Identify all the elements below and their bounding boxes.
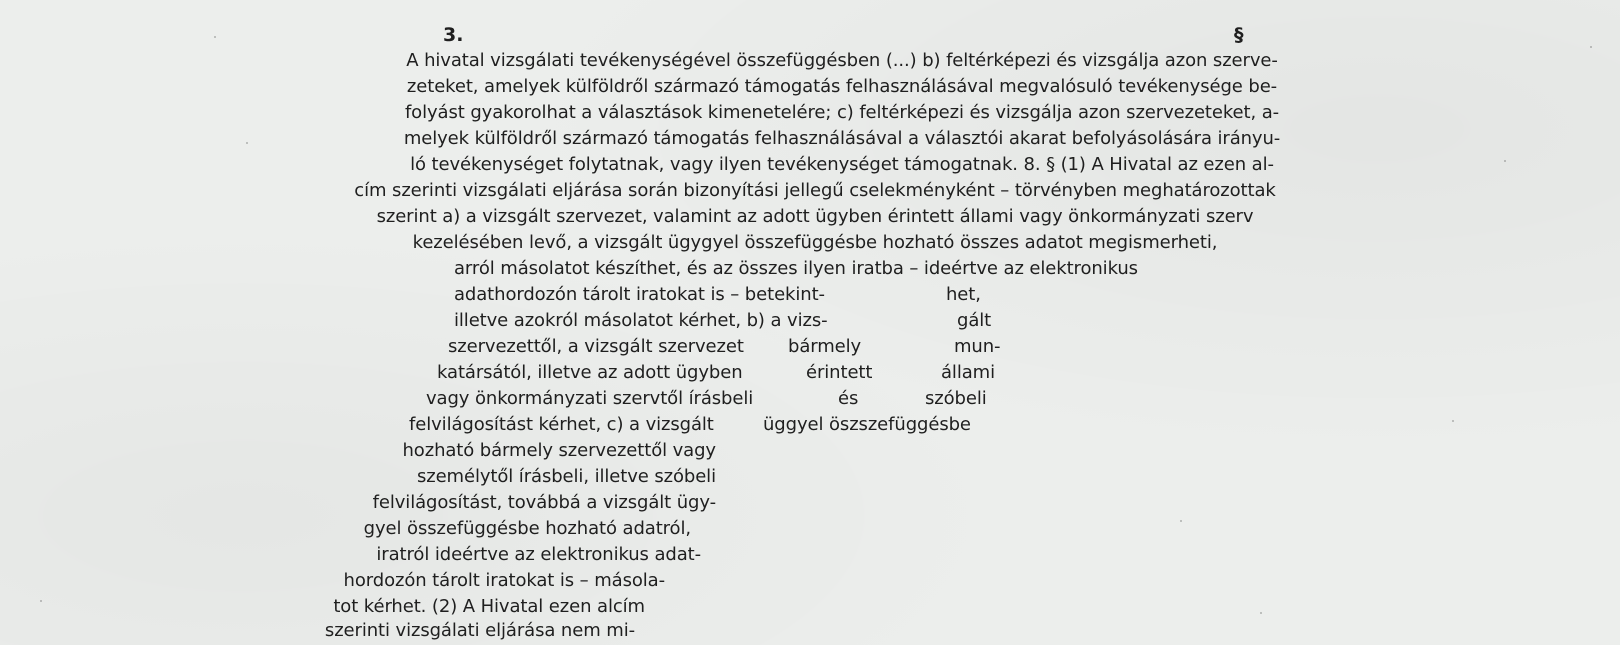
tail-line: gyel összefüggésbe hozható adatról, bbox=[363, 518, 691, 539]
body-line: kezelésében levő, a vizsgált ügygyel összefüggésbe hozható összes adatot megismerheti, bbox=[412, 232, 1218, 253]
section-sign: § bbox=[1234, 24, 1244, 46]
paper-speck bbox=[1504, 160, 1506, 162]
tail-line: felvilágosítást, továbbá a vizsgált ügy- bbox=[372, 492, 716, 513]
paper-speck bbox=[1260, 612, 1262, 614]
split-line-mid: bármely bbox=[788, 336, 862, 357]
split-line-left: szervezettől, a vizsgált szervezet bbox=[448, 336, 744, 357]
split-line-mid: érintett bbox=[806, 362, 873, 383]
body-line: A hivatal vizsgálati tevékenységével összefüggésben (...) b) feltérképezi és vizsgálja azon szerve- bbox=[406, 50, 1278, 71]
tail-line: személytől írásbeli, illetve szóbeli bbox=[416, 466, 716, 487]
tail-line: szerinti vizsgálati eljárása nem mi- bbox=[324, 620, 635, 641]
paper-speck bbox=[40, 600, 42, 602]
body-line: arról másolatot készíthet, és az összes ilyen iratba – ideértve az elektronikus bbox=[454, 258, 1138, 279]
split-line-left: katársától, illetve az adott ügyben bbox=[437, 362, 743, 383]
split-line-right: het, bbox=[946, 284, 981, 305]
paper-speck bbox=[1452, 420, 1454, 422]
split-line-mid: és bbox=[838, 388, 859, 409]
split-line-right: állami bbox=[941, 362, 995, 383]
tail-line: iratról ideértve az elektronikus adat- bbox=[376, 544, 701, 565]
split-line-right: mun- bbox=[954, 336, 1001, 357]
body-line: zeteket, amelyek külföldről származó támogatás felhasználásával megvalósuló tevékenysége be- bbox=[406, 76, 1278, 97]
split-line-right: gált bbox=[957, 310, 992, 331]
paper-speck bbox=[1180, 520, 1182, 522]
body-line: szerint a) a vizsgált szervezet, valamint az adott ügyben érintett állami vagy önkormányzati szerv bbox=[376, 206, 1254, 227]
split-line-left: illetve azokról másolatot kérhet, b) a vizs- bbox=[454, 310, 828, 331]
body-line: cím szerinti vizsgálati eljárása során bizonyítási jellegű cselekményként – törvényben meghatározottak bbox=[354, 180, 1276, 201]
body-line: folyást gyakorolhat a választások kimenetelére; c) feltérképezi és vizsgálja azon szervezeteket, a- bbox=[404, 102, 1280, 123]
split-line-right: szóbeli bbox=[925, 388, 987, 409]
split-line-left: felvilágosítást kérhet, c) a vizsgált bbox=[409, 414, 714, 435]
split-line-left: vagy önkormányzati szervtől írásbeli bbox=[426, 388, 754, 409]
body-line: melyek külföldről származó támogatás felhasználásával a választói akarat befolyásolására irányu- bbox=[403, 128, 1281, 149]
section-number: 3. bbox=[443, 24, 464, 46]
split-line-right: üggyel öszszefüggésbe bbox=[763, 414, 971, 435]
tail-line: tot kérhet. (2) A Hivatal ezen alcím bbox=[333, 596, 645, 617]
paper-speck bbox=[1590, 46, 1592, 48]
tail-line: hozható bármely szervezettől vagy bbox=[402, 440, 716, 461]
paper-speck bbox=[214, 36, 216, 38]
tail-line: hordozón tárolt iratokat is – másola- bbox=[343, 570, 665, 591]
split-line-left: adathordozón tárolt iratokat is – betekint- bbox=[454, 284, 825, 305]
body-line: ló tevékenységet folytatnak, vagy ilyen tevékenységet támogatnak. 8. § (1) A Hivatal az ezen al- bbox=[410, 154, 1274, 175]
paper-speck bbox=[246, 142, 248, 144]
